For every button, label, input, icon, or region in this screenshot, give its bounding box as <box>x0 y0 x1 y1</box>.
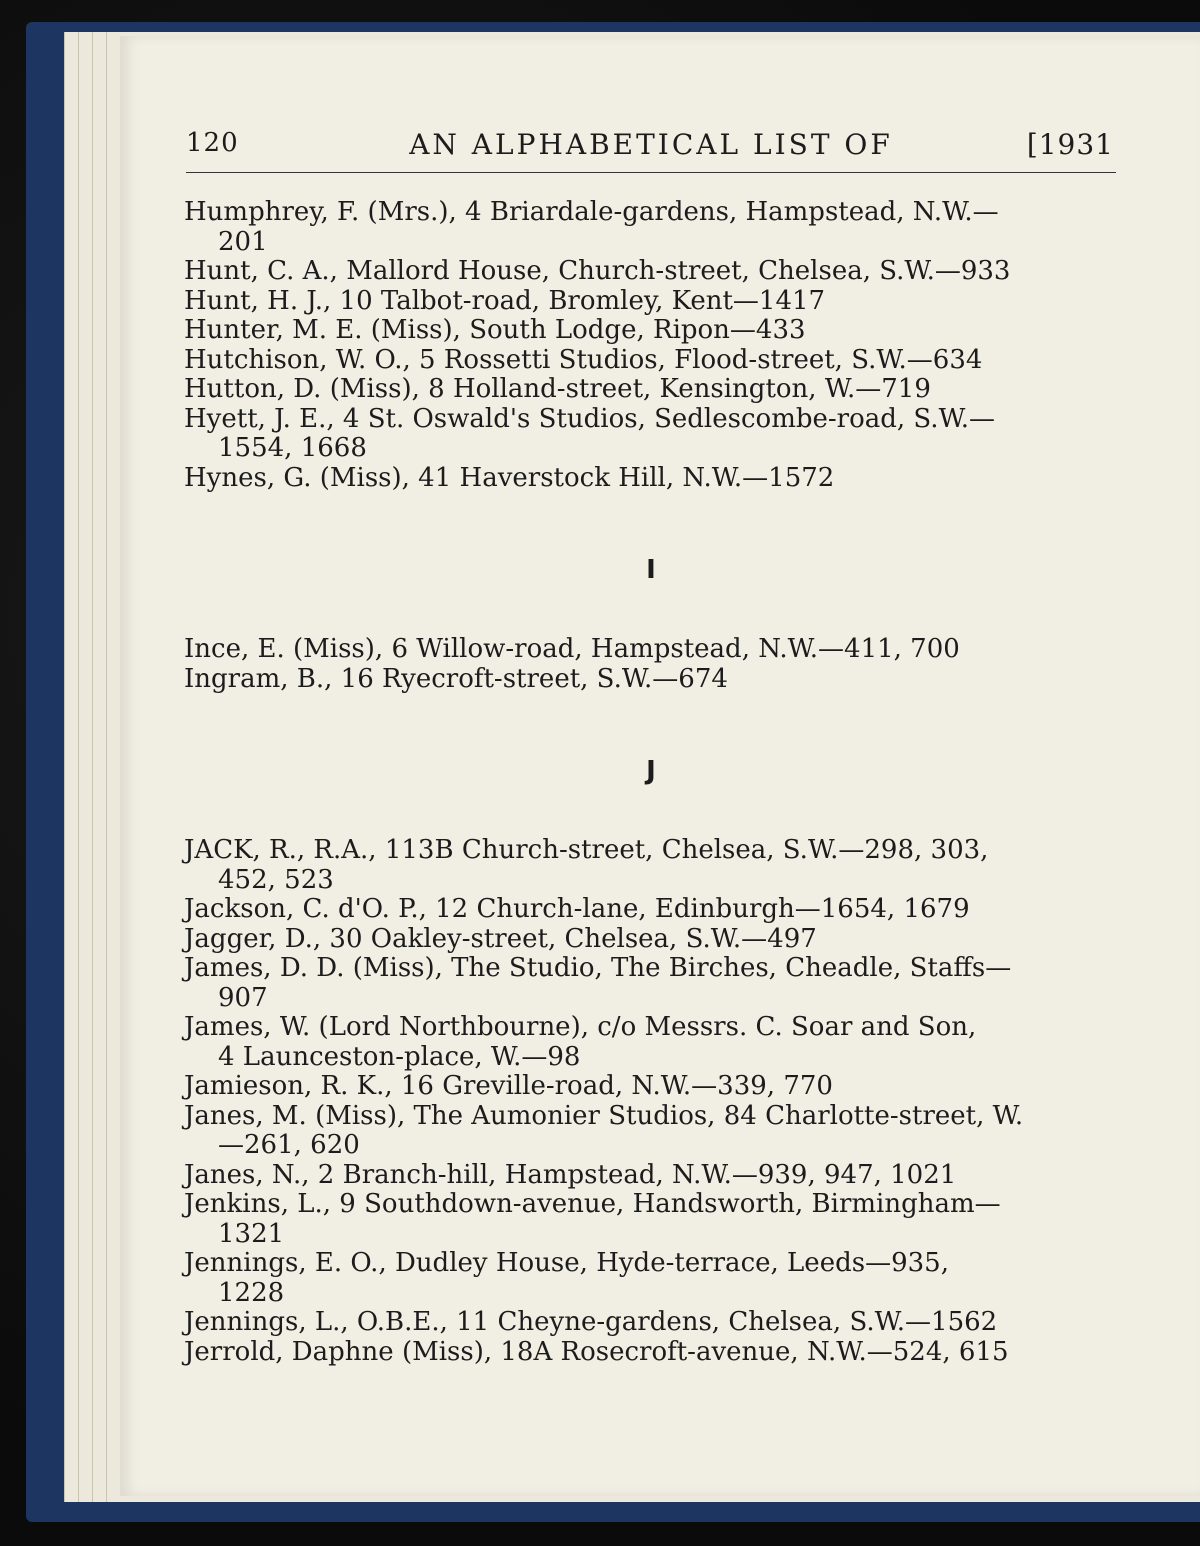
directory-entry <box>184 1338 1118 1368</box>
page-number: 120 <box>186 128 239 158</box>
header-year: [1931 <box>1026 128 1114 161</box>
entry-line: Jerrold, Daphne (Miss), 18A Rosecroft-avenue, N.W.—524, 615 <box>184 1336 1009 1367</box>
entry-line: Hunt, C. A., Mallord House, Church-street, Chelsea, S.W.—933 <box>184 256 1011 286</box>
entry-continuation: 201 <box>218 226 268 257</box>
directory-entry <box>184 1013 1118 1072</box>
entry-continuation: 1228 <box>218 1277 285 1308</box>
entry-line: Janes, N., 2 Branch-hill, Hampstead, N.W.—939, 947, 1021 <box>184 1159 957 1190</box>
entry-continuation: —261, 620 <box>218 1130 360 1160</box>
entry-line: James, D. D. (Miss), The Studio, The Birches, Cheadle, Staffs— <box>184 953 1012 983</box>
directory-entry <box>184 1308 1118 1338</box>
directory-entry <box>184 257 1118 287</box>
entry-line: Hutchison, W. O., 5 Rossetti Studios, Flood-street, S.W.—634 <box>184 344 983 375</box>
entry-line: JACK, R., R.A., 113B Church-street, Chelsea, S.W.—298, 303, <box>184 835 989 865</box>
directory-entry <box>184 346 1118 376</box>
directory-entry <box>184 635 1118 665</box>
entry-continuation: 4 Launceston-place, W.—98 <box>218 1041 581 1072</box>
book-page <box>120 36 1200 1496</box>
directory-entry <box>184 954 1118 1013</box>
entry-line: Ince, E. (Miss), 6 Willow-road, Hampstead, N.W.—411, 700 <box>184 634 960 664</box>
running-title: AN ALPHABETICAL LIST OF <box>409 128 893 161</box>
directory-entry <box>184 287 1118 317</box>
entry-continuation: 1554, 1668 <box>218 433 367 463</box>
directory-entry <box>184 925 1118 955</box>
entry-line: Jagger, D., 30 Oakley-street, Chelsea, S.W.—497 <box>184 923 817 954</box>
entry-line: Jennings, E. O., Dudley House, Hyde-terrace, Leeds—935, <box>184 1248 949 1278</box>
section-letter: I <box>646 555 656 585</box>
entry-line: James, W. (Lord Northbourne), c/o Messrs. C. Soar and Son, <box>184 1012 977 1042</box>
entry-line: Hutton, D. (Miss), 8 Holland-street, Kensington, W.—719 <box>184 374 931 404</box>
directory-entry <box>184 1161 1118 1191</box>
directory-entry <box>184 464 1118 494</box>
entry-line: Jenkins, L., 9 Southdown-avenue, Handsworth, Birmingham— <box>184 1189 1001 1219</box>
directory-entry <box>184 1190 1118 1249</box>
entry-continuation: 907 <box>218 982 268 1013</box>
entry-continuation: 452, 523 <box>218 864 334 895</box>
running-header <box>186 128 1116 173</box>
directory-entry <box>184 405 1118 464</box>
entry-continuation: 1321 <box>218 1218 285 1249</box>
directory-entry <box>184 665 1118 695</box>
entry-line: Hunt, H. J., 10 Talbot-road, Bromley, Kent—1417 <box>184 285 826 316</box>
entry-line: Humphrey, F. (Mrs.), 4 Briardale-gardens, Hampstead, N.W.— <box>184 197 999 227</box>
directory-entry <box>184 198 1118 257</box>
entry-line: Jennings, L., O.B.E., 11 Cheyne-gardens, Chelsea, S.W.—1562 <box>184 1307 998 1337</box>
entry-line: Jamieson, R. K., 16 Greville-road, N.W.—339, 770 <box>184 1071 833 1101</box>
directory-entry <box>184 1102 1118 1161</box>
directory-entry <box>184 1072 1118 1102</box>
entry-line: Hunter, M. E. (Miss), South Lodge, Ripon—433 <box>184 315 806 345</box>
entry-line: Jackson, C. d'O. P., 12 Church-lane, Edinburgh—1654, 1679 <box>184 894 970 924</box>
directory-entry <box>184 316 1118 346</box>
section-letter: J <box>646 756 656 786</box>
entry-line: Hyett, J. E., 4 St. Oswald's Studios, Sedlescombe-road, S.W.— <box>184 403 996 434</box>
directory-entry <box>184 1249 1118 1308</box>
entry-line: Janes, M. (Miss), The Aumonier Studios, 84 Charlotte-street, W. <box>184 1100 1024 1131</box>
entry-line: Ingram, B., 16 Ryecroft-street, S.W.—674 <box>184 663 728 694</box>
directory-entry <box>184 836 1118 895</box>
directory-listing <box>184 198 1118 1367</box>
entry-line: Hynes, G. (Miss), 41 Haverstock Hill, N.W.—1572 <box>184 462 835 493</box>
directory-entry <box>184 895 1118 925</box>
directory-entry <box>184 375 1118 405</box>
